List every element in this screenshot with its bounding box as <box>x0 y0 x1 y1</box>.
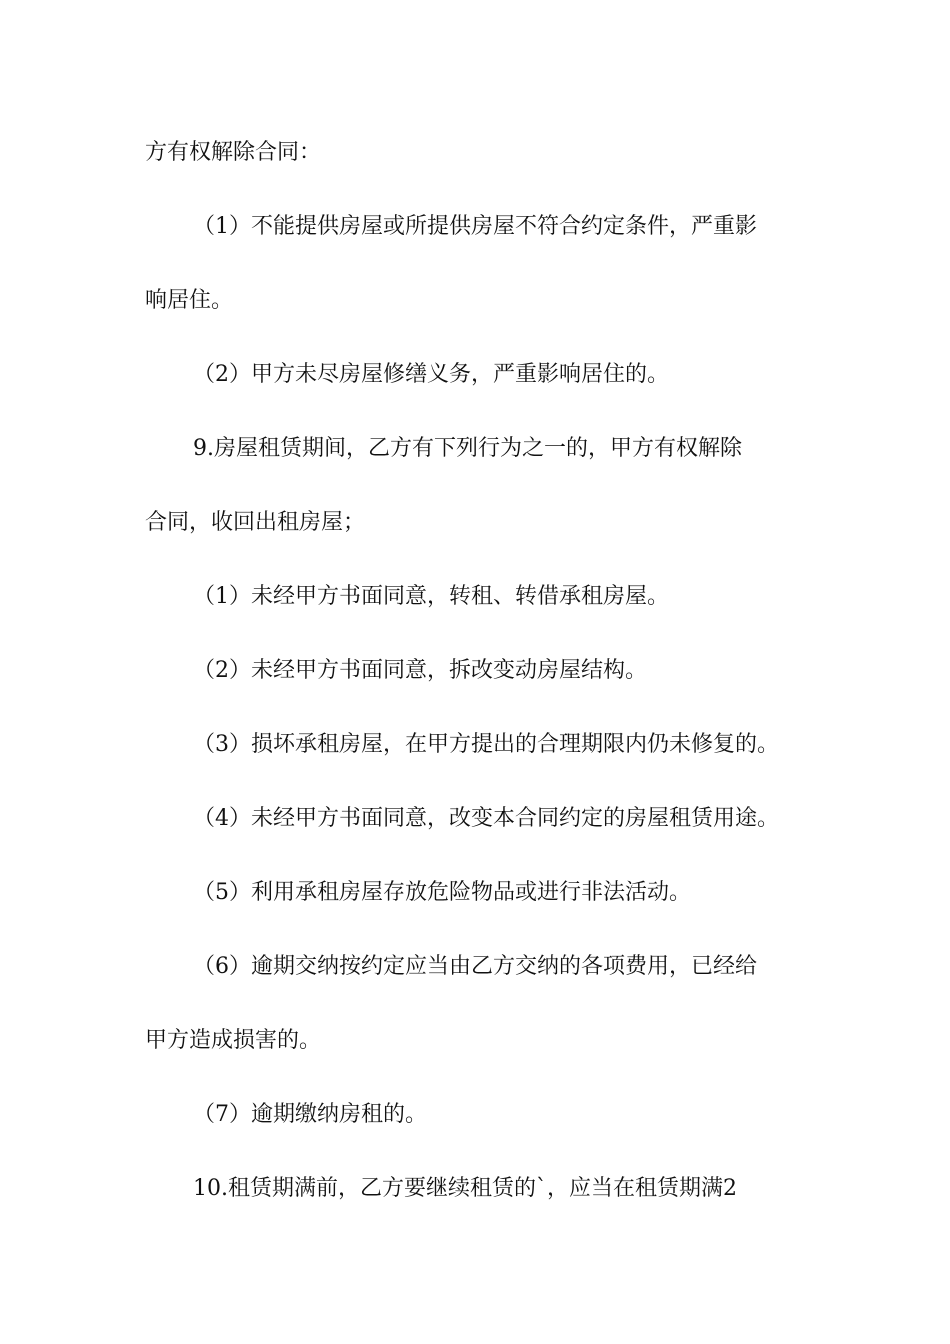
text-line: （2）未经甲方书面同意，拆改变动房屋结构。 <box>193 658 647 683</box>
text-line: （3）损坏承租房屋，在甲方提出的合理期限内仍未修复的。 <box>193 732 779 757</box>
text-line: 合同，收回出租房屋； <box>145 510 366 535</box>
text-line: 甲方造成损害的。 <box>145 1028 322 1053</box>
text-line: （5）利用承租房屋存放危险物品或进行非法活动。 <box>193 880 691 905</box>
text-line: （1）不能提供房屋或所提供房屋不符合约定条件，严重影 <box>193 214 757 239</box>
text-line: （1）未经甲方书面同意，转租、转借承租房屋。 <box>193 584 669 609</box>
document-body <box>145 132 825 1242</box>
text-line: 方有权解除合同： <box>145 140 322 165</box>
text-line: （4）未经甲方书面同意，改变本合同约定的房屋租赁用途。 <box>193 806 779 831</box>
text-line: （7）逾期缴纳房租的。 <box>193 1102 427 1127</box>
text-line: （2）甲方未尽房屋修缮义务，严重影响居住的。 <box>193 362 669 387</box>
text-line: （6）逾期交纳按约定应当由乙方交纳的各项费用，已经给 <box>193 954 757 979</box>
text-line: 10.租赁期满前，乙方要继续租赁的`，应当在租赁期满2 <box>193 1176 737 1201</box>
text-line: 响居住。 <box>145 288 234 313</box>
text-line: 9.房屋租赁期间，乙方有下列行为之一的，甲方有权解除 <box>193 436 742 461</box>
